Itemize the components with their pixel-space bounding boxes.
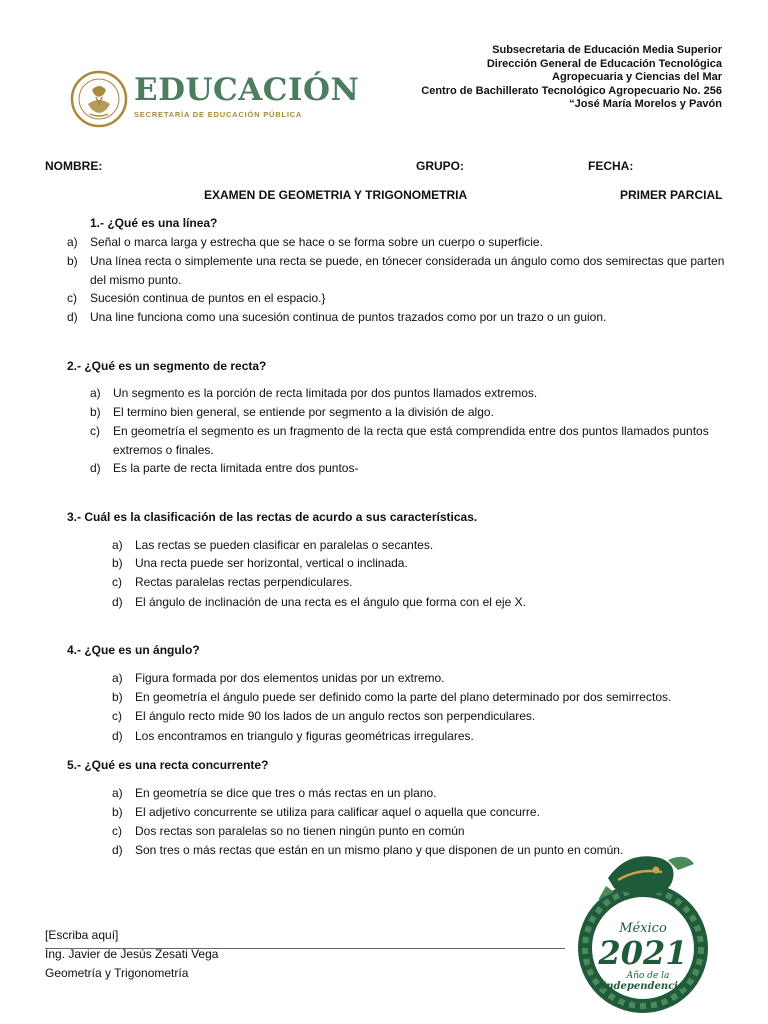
teacher-name: Ing. Javier de Jesús Zesati Vega [45,947,219,961]
option-4b [112,688,722,707]
option-letter: c) [112,824,122,838]
question-2: 2.- ¿Qué es un segmento de recta? [67,359,267,373]
option-text: El ángulo de inclinación de una recta es el ángulo que forma con el eje X. [135,595,526,609]
option-letter: d) [112,843,123,857]
option-3c [112,573,722,592]
option-1b [67,252,727,289]
footer-block [45,926,218,983]
option-text: Son tres o más rectas que están en un mismo plano y que disponen de un punto en común. [135,843,624,857]
sep-logo [70,70,360,130]
option-letter: d) [112,729,123,743]
option-letter: a) [112,671,123,685]
option-2a [90,384,720,403]
option-letter: b) [112,805,123,819]
option-letter: c) [112,709,122,723]
grupo-label: GRUPO: [416,159,464,173]
option-text: Los encontramos en triangulo y figuras geométricas irregulares. [135,729,474,743]
option-2c [90,422,720,459]
option-text: En geometría se dice que tres o más rectas en un plano. [135,786,437,800]
nombre-label: NOMBRE: [45,159,103,173]
write-here-placeholder[interactable]: [Escriba aquí] [45,928,119,942]
option-3d [112,593,722,612]
option-text: Una recta puede ser horizontal, vertical o inclinada. [135,556,408,570]
option-text: Es la parte de recta limitada entre dos puntos- [113,461,359,475]
emblem-year: 2021 [598,934,688,972]
option-letter: d) [90,461,101,475]
institution-line: Subsecretaria de Educación Media Superior [492,44,722,56]
option-letter: a) [112,786,123,800]
option-text: Una line funciona como una sucesión continua de puntos trazados como por un trazo o un guion. [90,310,607,324]
option-text: Rectas paralelas rectas perpendiculares. [135,575,353,589]
option-text: Dos rectas son paralelas so no tienen ningún punto en común [135,824,465,838]
option-4c [112,707,722,726]
option-letter: b) [90,405,101,419]
institution-block [421,44,722,112]
option-4d [112,727,722,746]
question-4: 4.- ¿Que es un ángulo? [67,643,200,657]
question-1: 1.- ¿Qué es una línea? [90,216,218,230]
option-1a [67,233,727,252]
option-letter: d) [67,310,78,324]
option-letter: b) [112,690,123,704]
option-letter: a) [112,538,123,552]
option-text: En geometría el ángulo puede ser definido como la parte del plano determinado por dos semirrectos. [135,690,672,704]
option-text: El termino bien general, se entiende por segmento a la división de algo. [113,405,494,419]
option-letter: a) [90,386,101,400]
institution-line: Centro de Bachillerato Tecnológico Agropecuario No. 256 [421,84,722,97]
option-2b [90,403,720,422]
option-2d [90,459,720,478]
institution-line: Agropecuaria y Ciencias del Mar [552,71,722,84]
option-4a [112,669,722,688]
logo-subtitle: SECRETARÍA DE EDUCACIÓN PÚBLICA [134,110,303,119]
subject-name: Geometría y Trigonometría [45,966,189,980]
option-5c [112,822,722,841]
coat-of-arms-icon [70,70,128,128]
question-5: 5.- ¿Qué es una recta concurrente? [67,758,269,772]
institution-line: “José María Morelos y Pavón [569,98,722,111]
option-text: En geometría el segmento es un fragmento de la recta que está comprendida entre dos puntos llamados puntos extremos o finales. [113,424,709,457]
option-1d [67,308,727,327]
option-letter: a) [67,235,78,249]
option-text: Las rectas se pueden clasificar en paralelas o secantes. [135,538,434,552]
option-letter: c) [67,291,77,305]
option-text: Sucesión continua de puntos en el espacio.} [90,291,326,305]
option-letter: b) [112,556,123,570]
option-letter: d) [112,595,123,609]
option-text: Figura formada por dos elementos unidas por un extremo. [135,671,445,685]
option-letter: b) [67,254,78,268]
institution-line: Dirección General de Educación Tecnológica [486,57,722,70]
option-letter: c) [90,424,100,438]
exam-partial: PRIMER PARCIAL [620,188,723,202]
exam-title: EXAMEN DE GEOMETRIA Y TRIGONOMETRIA [204,188,468,202]
logo-wordmark: EDUCACIÓN [134,72,360,108]
mexico-2021-emblem-icon [568,848,718,1013]
option-text: El adjetivo concurrente se utiliza para calificar aquel o aquella que concurre. [135,805,540,819]
question-3: 3.- Cuál es la clasificación de las rectas de acurdo a sus características. [67,510,478,524]
option-1c [67,289,727,308]
emblem-country: México [619,921,667,936]
option-text: El ángulo recto mide 90 los lados de un angulo rectos son perpendiculares. [135,709,536,723]
option-text: Señal o marca larga y estrecha que se hace o se forma sobre un cuerpo o superficie. [90,235,543,249]
option-5a [112,784,722,803]
option-letter: c) [112,575,122,589]
emblem-motto-2: Independencia [601,981,685,992]
option-text: Una línea recta o simplemente una recta se puede, en tónecer considerada un ángulo como dos semirectas que parten del mismo punto. [90,254,725,287]
emblem-motto-1: Año de la [626,971,670,981]
option-3a [112,536,722,555]
option-text: Un segmento es la porción de recta limitada por dos puntos llamados extremos. [113,386,538,400]
option-3b [112,554,722,573]
option-5b [112,803,722,822]
fecha-label: FECHA: [588,159,634,173]
